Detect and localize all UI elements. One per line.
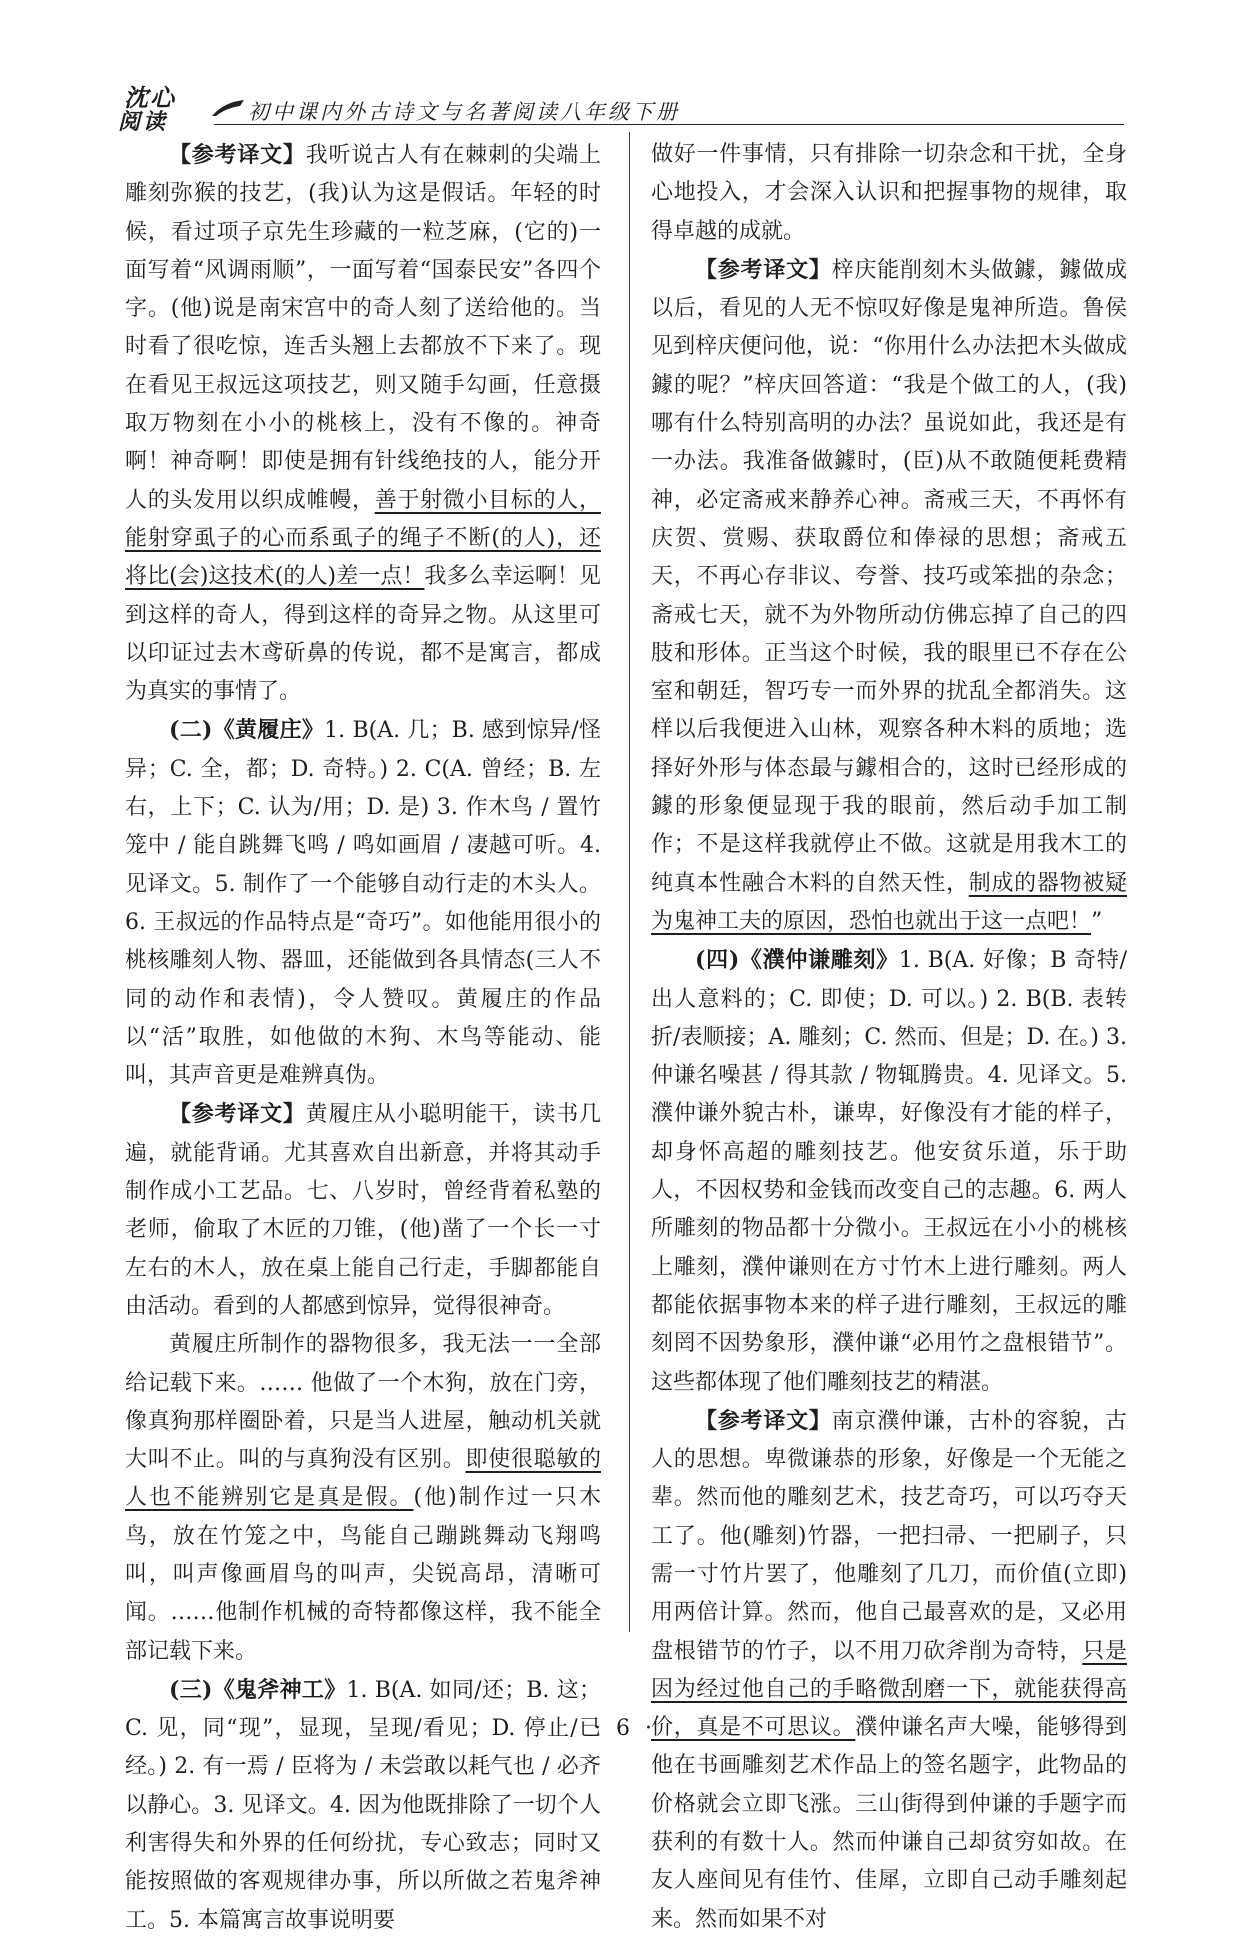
paragraph-text: 1. B(A. 几；B. 感到惊异/怪异；C. 全，都；D. 奇特。) 2. C(A. 曾经；B. 左右，上下；C. 认为/用；D. 是) 3. 作木鸟 / 置竹笼中 / 能自跳舞飞鸣 / 鸣如画眉 / 凄越可听。4. 见译文。5. 制作了一个能够自动行走的木头人。6. 王叔远的作品特点是“奇巧”。如他能用很小的桃核雕刻人物、器皿，还能做到各具情态(三人不同的动作和表情)，令人赞叹。黄履庄的作品以“活”取胜，如他做的木狗、木鸟等能动、能叫，其声音更是难辨真伪。 (125, 718, 601, 1089)
section-label: (二)《黄履庄》 (169, 717, 325, 744)
logo-swoosh-icon (210, 98, 246, 118)
page-header (118, 78, 1128, 135)
underlined-sentence: 善于射微小目标的人，能射穿虱子的心而系虱子的绳子不断(的人)，还将比(会)这技术(的人)差一点！ (125, 487, 601, 590)
paragraph-text: 1. B(A. 好像；B 奇特/出人意料的；C. 即使；D. 可以。) 2. B(B. 表转折/表顺接；A. 雕刻；C. 然而、但是；D. 在。) 3. 仲谦名噪甚 / 得其款 / 物辄腾贵。4. 见译文。5. 濮仲谦外貌古朴，谦卑，好像没有才能的样子，却身怀高超的雕刻技艺。他安贫乐道，乐于助人，不因权势和金钱而改变自己的志趣。6. 两人所雕刻的物品都十分微小。王叔远在小小的桃核上雕刻，濮仲谦则在方寸竹木上进行雕刻。两人都能依据事物本来的样子进行雕刻，王叔远的雕刻罔不因势象形，濮仲谦“必用竹之盘根错节”。这些都体现了他们雕刻技艺的精湛。 (651, 948, 1127, 1395)
logo-top-text: 沈心 (124, 83, 176, 112)
paragraph-text: 黄履庄所制作的器物很多，我无法一一全部给记载下来。…… 他做了一个木狗，放在门旁，像真狗那样圈卧着，只是当人进屋，触动机关就大叫不止。叫的与真狗没有区别。 (125, 1332, 601, 1473)
paragraph-text: 我多么幸运啊！见到这样的奇人，得到这样的奇异之物。从这里可以印证过去木鸢斫鼻的传说，都不是寓言，都成为真实的事情了。 (125, 564, 601, 705)
right-column (651, 136, 1127, 1939)
translation-paragraph-wangshuyuan (125, 136, 601, 711)
page-number: · 6 · (594, 1716, 656, 1741)
underlined-sentence: 制成的器物被疑为鬼神工夫的原因，恐怕也就出于这一点吧！ (651, 870, 1127, 934)
paragraph-text: 南京濮仲谦，古朴的容貌，古人的思想。卑微谦恭的形象，好像是一个无能之辈。然而他的雕刻艺术，技艺奇巧，可以巧夺天工了。他(雕刻)竹器，一把扫帚、一把刷子，只需一寸竹片罢了，他雕刻了几刀，而价值(立即)用两倍计算。然而，他自己最喜欢的是，又必用盘根错节的竹子，以不用刀砍斧削为奇特， (651, 1408, 1127, 1664)
section-label: 【参考译文】 (695, 256, 832, 283)
paragraph-text: 我听说古人有在棘刺的尖端上雕刻弥猴的技艺，(我)认为这是假话。年轻的时候，看过项子京先生珍藏的一粒芝麻，(它的)一面写着“风调雨顺”，一面写着“国泰民安”各四个字。(他)说是南宋宫中的奇人刻了送给他的。当时看了很吃惊，连舌头翘上去都放不下来了。现在看见王叔远这项技艺，则又随手勾画，任意摄取万物刻在小小的桃核上，没有不像的。神奇啊！神奇啊！即使是拥有针线绝技的人，能分开人的头发用以织成帷幔， (125, 143, 601, 513)
section-label: 【参考译文】 (695, 1407, 832, 1434)
paragraph-text: 1. B(A. 如同/还；B. 这；C. 见，同“现”，显现，呈现/看见；D. 停止/已经。) 2. 有一焉 / 臣将为 / 未尝敢以耗气也 / 必齐以静心。3. 见译文。4. 因为他既排除了一切个人利害得失和外界的任何纷扰，专心致志；同时又能按照做的客观规律办事，所以所做之若鬼斧神工。5. 本篇寓言故事说明要 (125, 1677, 601, 1933)
section-label: (三)《鬼斧神工》 (169, 1676, 347, 1703)
paragraph-text: ” (1091, 908, 1103, 934)
column-divider (629, 132, 630, 1632)
section-label: 【参考译文】 (169, 142, 306, 168)
underlined-sentence: 即使很聪敏的人也不能辨别它是真是假。 (125, 1447, 601, 1511)
paragraph-text: 梓庆能削刻木头做鐻，鐻做成以后，看见的人无不惊叹好像是鬼神所造。鲁侯见到梓庆便问他，说：“你用什么办法把木头做成鐻的呢？”梓庆回答道：“我是个做工的人，(我)哪有什么特别高明的办法？虽说如此，我还是有一办法。我准备做鐻时，(臣)从不敢随便耗费精神，必定斋戒来静养心神。斋戒三天，不再怀有庆贺、赏赐、获取爵位和俸禄的思想；斋戒五天，不再心存非议、夸誉、技巧或笨拙的杂念；斋戒七天，就不为外物所动仿佛忘掉了自己的四肢和形体。正当这个时候，我的眼里已不存在公室和朝廷，智巧专一而外界的扰乱全都消失。这样以后我便进入山林，观察各种木料的质地；选择好外形与体态最与鐻相合的，这时已经形成的鐻的形象便显现于我的眼前，然后动手加工制作；不是这样我就停止不做。这就是用我木工的纯真本性融合木料的自然天性， (651, 257, 1127, 896)
answers-huanglvzhuang (125, 711, 601, 1095)
series-title: 初中课内外古诗文与名著阅读八年级下册 (248, 100, 680, 124)
left-column (125, 136, 601, 1940)
header-rule (214, 124, 1124, 125)
underlined-sentence: 只是因为经过他自己的手略微刮磨一下，就能获得高价，真是不可思议。 (651, 1638, 1127, 1741)
translation-paragraph-huanglvzhuang (125, 1095, 601, 1326)
logo-bottom-text: 阅读 (118, 109, 169, 135)
translation-paragraph-huanglvzhuang-2 (125, 1326, 601, 1671)
translation-paragraph-ziqing (651, 251, 1127, 941)
answers-guifushengong-continued (651, 136, 1127, 251)
paragraph-text: 黄履庄从小聪明能干，读书几遍，就能背诵。尤其喜欢自出新意，并将其动手制作成小工艺品。七、八岁时，曾经背着私塾的老师，偷取了木匠的刀锥，(他)凿了一个长一寸左右的木人，放在桌上能自己行走，手脚都能自由活动。看到的人都感到惊异，觉得很神奇。 (125, 1102, 601, 1319)
translation-paragraph-puzhongqian (651, 1402, 1127, 1939)
paragraph-text: 做好一件事情，只有排除一切杂念和干扰，全身心地投入，才会深入认识和把握事物的规律，取得卓越的成就。 (651, 142, 1127, 244)
section-label: (四)《濮仲谦雕刻》 (695, 947, 899, 974)
paragraph-text: 濮仲谦名声大噪，能够得到他在书画雕刻艺术作品上的签名题字，此物品的价格就会立即飞涨。三山街得到仲谦的手题字而获利的有数十人。然而仲谦自己却贫穷如故。在友人座间见有佳竹、佳犀，立即自己动手雕刻起来。然而如果不对 (651, 1715, 1127, 1932)
answers-guifushengong (125, 1671, 601, 1940)
answers-puzhongqian (651, 941, 1127, 1402)
section-label: 【参考译文】 (169, 1101, 306, 1128)
paragraph-text: (他)制作过一只木鸟，放在竹笼之中，鸟能自己蹦跳舞动飞翔鸣叫，叫声像画眉鸟的叫声，尖锐高昂，清晰可闻。……他制作机械的奇特都像这样，我不能全部记载下来。 (125, 1485, 601, 1664)
